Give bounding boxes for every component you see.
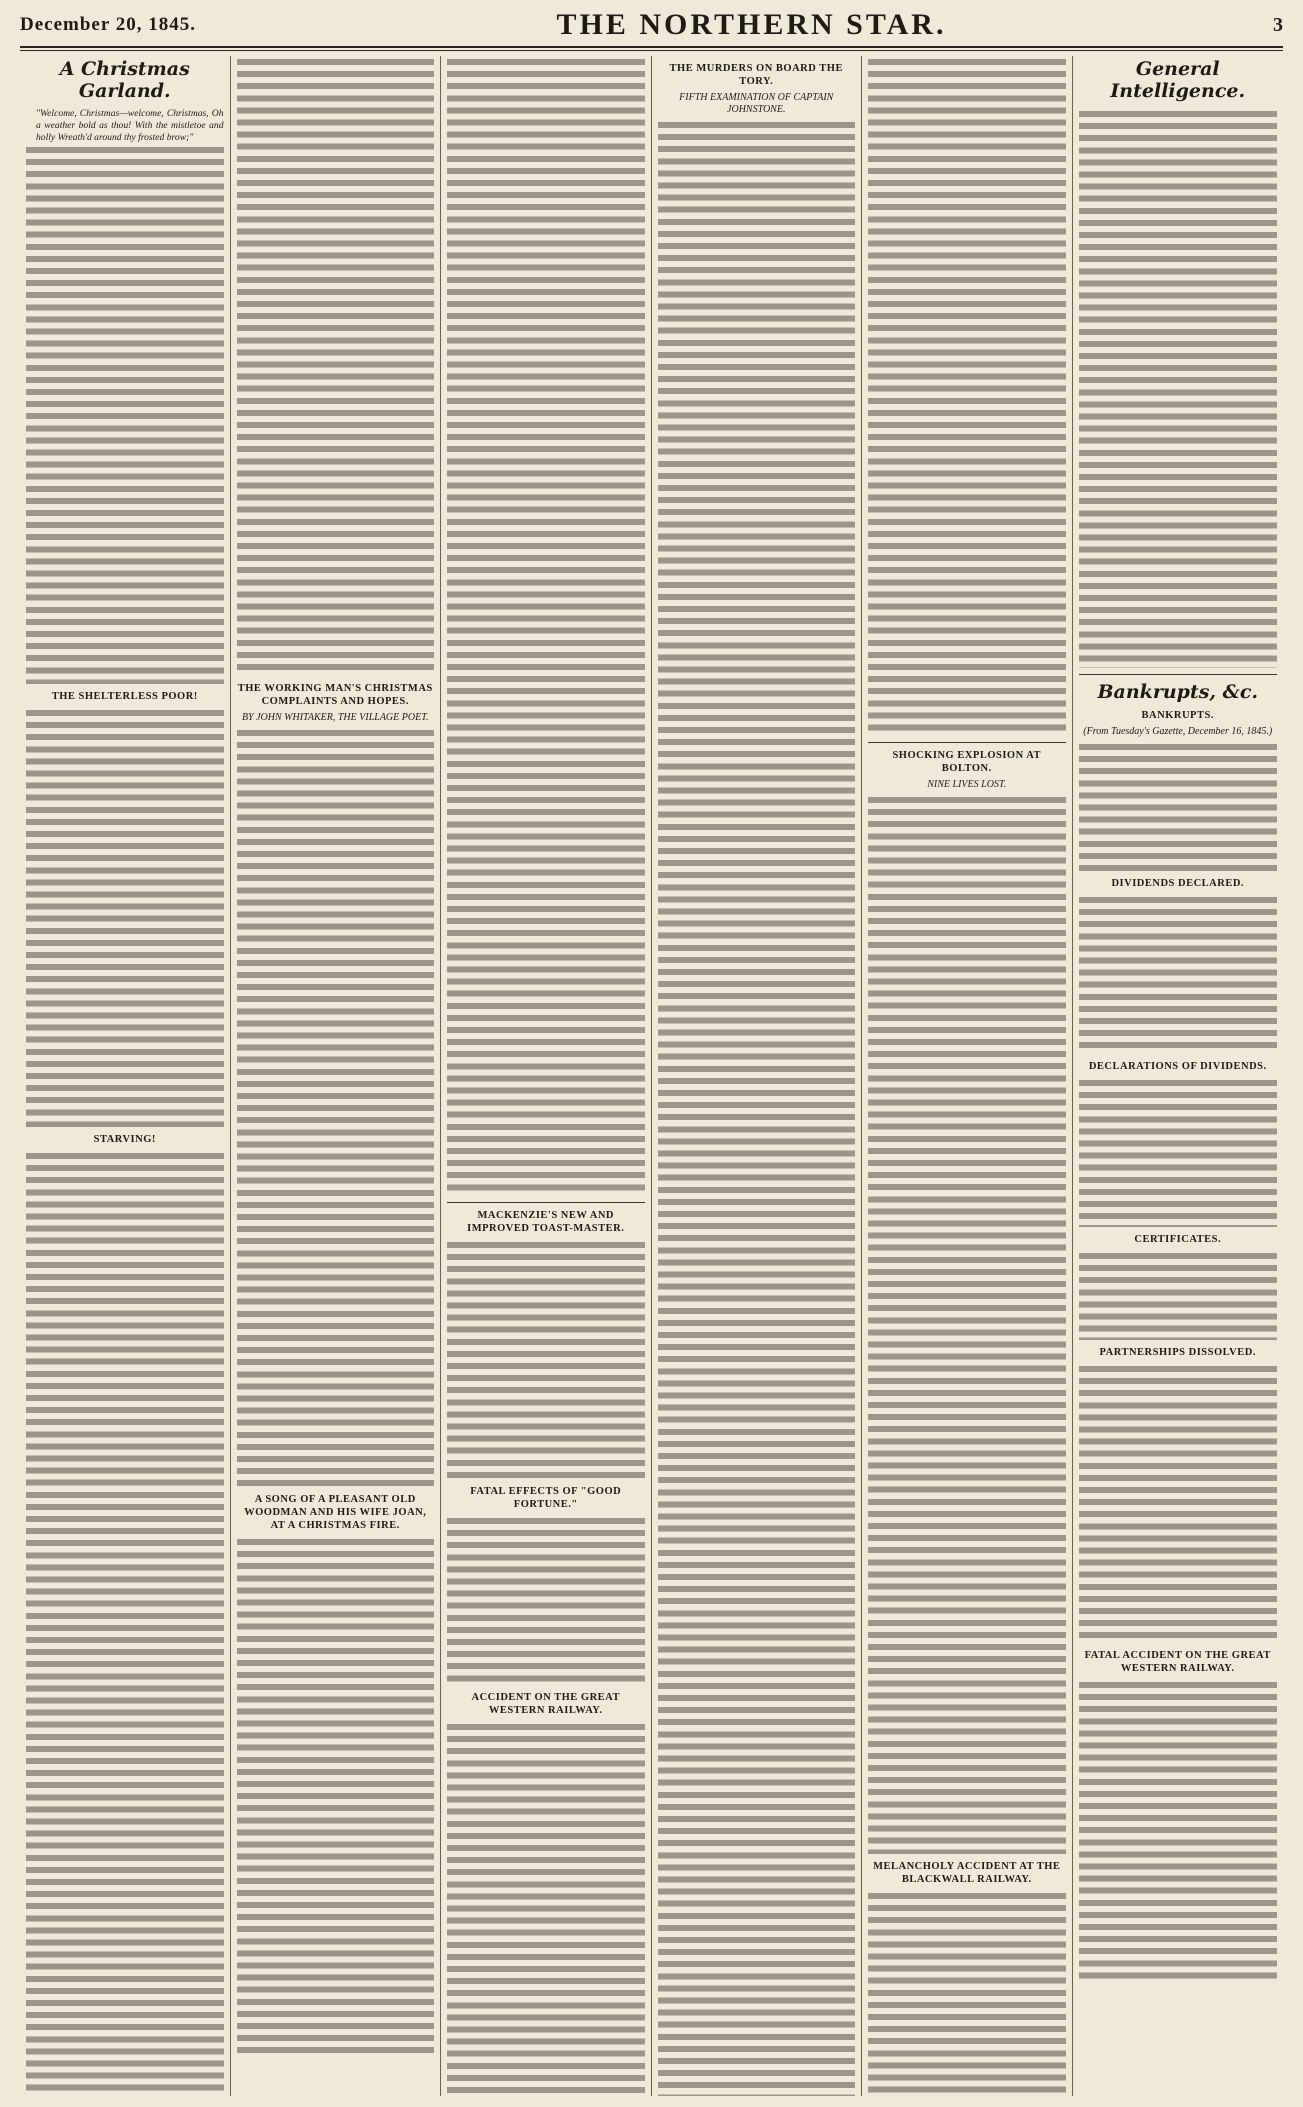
declarations-list bbox=[1079, 1077, 1278, 1227]
column-2 bbox=[231, 56, 442, 2096]
article-body bbox=[26, 144, 224, 684]
subheading-partnerships: PARTNERSHIPS DISSOLVED. bbox=[1099, 1347, 1256, 1359]
section-heading-general-intelligence: General Intelligence. bbox=[1110, 58, 1246, 102]
heading-song-woodman: A SONG OF A PLEASANT OLD WOODMAN AND HIS WIFE JOAN, AT A CHRISTMAS FIRE. bbox=[244, 1494, 427, 1532]
opening-verse: "Welcome, Christmas—welcome, Christmas, Oh a weather bold as thou! With the mistletoe and holly Wreath'd around thy frosted brow;" bbox=[36, 108, 224, 144]
subheading-dividends: DIVIDENDS DECLARED. bbox=[1111, 878, 1245, 890]
poem-body-song bbox=[237, 1536, 435, 2056]
masthead-rule bbox=[20, 46, 1283, 48]
heading-starving: STARVING! bbox=[93, 1134, 156, 1146]
section-heading-bankrupts: Bankrupts, &c. bbox=[1097, 681, 1258, 703]
heading-shelterless-poor: THE SHELTERLESS POOR! bbox=[51, 691, 198, 703]
divider bbox=[1079, 674, 1278, 675]
bankrupts-list bbox=[1079, 741, 1278, 871]
dividends-list bbox=[1079, 894, 1278, 1054]
heading-toast-master: MACKENZIE'S NEW AND IMPROVED TOAST-MASTER. bbox=[467, 1210, 625, 1234]
divider bbox=[868, 742, 1066, 743]
heading-explosion-bolton: SHOCKING EXPLOSION AT BOLTON. bbox=[892, 750, 1042, 774]
poem-continued bbox=[447, 56, 645, 1196]
article-body bbox=[237, 56, 435, 676]
article-body bbox=[658, 119, 856, 2096]
heading-murders-tory: THE MURDERS ON BOARD THE TORY. bbox=[669, 63, 843, 87]
poem-body-starving bbox=[26, 1150, 224, 2096]
column-5 bbox=[862, 56, 1073, 2096]
heading-fatal-effects: FATAL EFFECTS OF "GOOD FORTUNE." bbox=[470, 1486, 622, 1510]
article-body bbox=[447, 1721, 645, 2096]
article-body bbox=[447, 1239, 645, 1479]
section-heading-christmas-garland: A Christmas Garland. bbox=[59, 58, 190, 102]
column-4 bbox=[652, 56, 863, 2096]
column-3 bbox=[441, 56, 652, 2096]
column-1 bbox=[20, 56, 231, 2096]
column-6 bbox=[1073, 56, 1284, 2096]
heading-railway-accident: ACCIDENT ON THE GREAT WESTERN RAILWAY. bbox=[471, 1692, 620, 1716]
partnerships-list bbox=[1079, 1363, 1278, 1643]
masthead bbox=[20, 6, 1283, 44]
subheading-bankrupts: BANKRUPTS. bbox=[1141, 710, 1214, 721]
heading-blackwall-accident: MELANCHOLY ACCIDENT AT THE BLACKWALL RAILWAY. bbox=[873, 1861, 1061, 1886]
masthead-title: THE NORTHERN STAR. bbox=[556, 8, 947, 41]
subheading-declarations: DECLARATIONS OF DIVIDENDS. bbox=[1088, 1061, 1267, 1073]
article-body bbox=[447, 1515, 645, 1685]
byline-village-poet: BY JOHN WHITAKER, THE VILLAGE POET. bbox=[241, 712, 429, 723]
article-body bbox=[1079, 108, 1278, 668]
poem-body bbox=[237, 727, 435, 1487]
subheading-gazette: (From Tuesday's Gazette, December 16, 1845.) bbox=[1083, 726, 1273, 737]
article-body bbox=[868, 1890, 1066, 2096]
article-body bbox=[1079, 1679, 1278, 1979]
subheading-certificates: CERTIFICATES. bbox=[1134, 1234, 1222, 1246]
subheading-fifth-examination: FIFTH EXAMINATION OF CAPTAIN JOHNSTONE. bbox=[679, 92, 834, 116]
article-body bbox=[868, 794, 1066, 1854]
article-body bbox=[868, 56, 1066, 736]
masthead-date: December 20, 1845. bbox=[20, 14, 196, 35]
subheading-nine-lives: NINE LIVES LOST. bbox=[927, 779, 1007, 790]
certificates-list bbox=[1079, 1250, 1278, 1340]
poem-body bbox=[26, 707, 224, 1127]
heading-fatal-accident-gwr: FATAL ACCIDENT ON THE GREAT WESTERN RAILWAY. bbox=[1084, 1650, 1271, 1675]
page-number: 3 bbox=[1273, 13, 1283, 36]
heading-working-mans-christmas: THE WORKING MAN'S CHRISTMAS COMPLAINTS AND HOPES. bbox=[237, 683, 433, 707]
divider bbox=[447, 1202, 645, 1203]
columns bbox=[20, 56, 1283, 2096]
masthead-rule-thin bbox=[20, 50, 1283, 51]
